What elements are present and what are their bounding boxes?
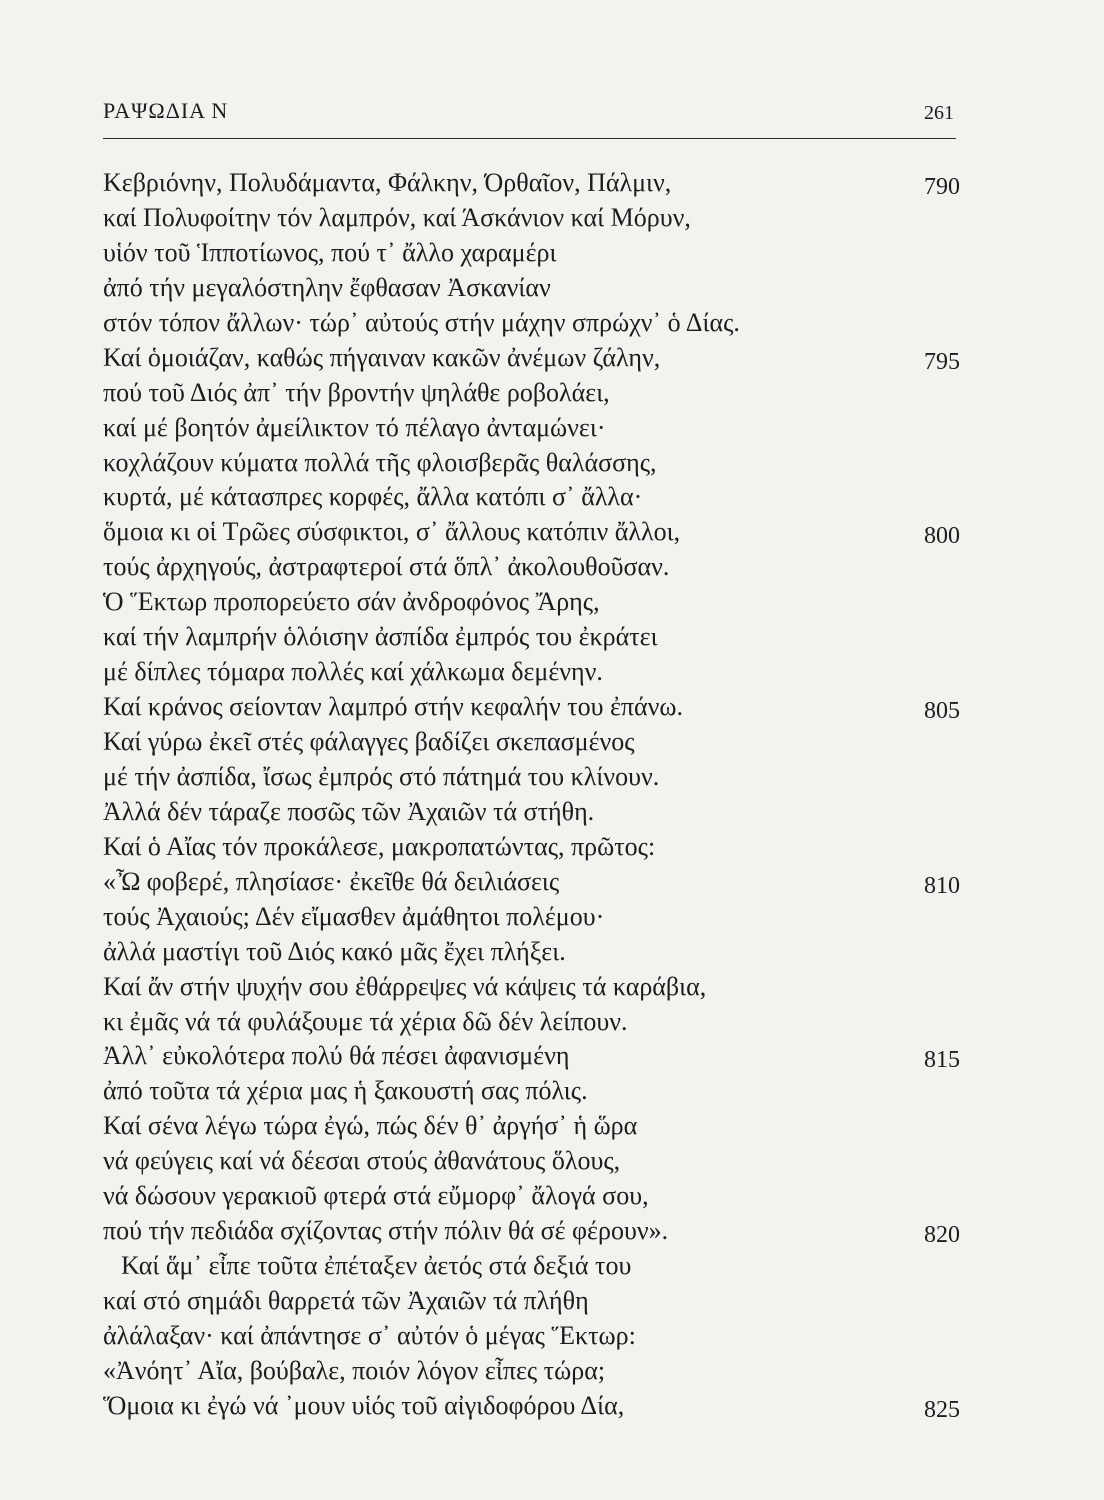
verse-line xyxy=(103,865,963,900)
verse-text: μέ τήν ἀσπίδα, ἴσως ἐμπρός στό πάτημά του κλίνουν. xyxy=(103,761,660,791)
verse-text: μέ δίπλες τόμαρα πολλές καί χάλκωμα δεμένην. xyxy=(103,657,603,687)
line-number: 815 xyxy=(924,1047,960,1074)
verse-line xyxy=(103,690,963,725)
verse-line xyxy=(103,201,963,236)
verse-text: Καί γύρω ἐκεῖ στές φάλαγγες βαδίζει σκεπασμένος xyxy=(103,727,635,756)
verse-text: Καί ὁμοιάζαν, καθώς πήγαιναν κακῶν ἀνέμων ζάλην, xyxy=(103,342,661,372)
verse-line xyxy=(103,341,963,376)
verse-line xyxy=(103,620,963,655)
verse-line xyxy=(103,1179,963,1214)
verse-line xyxy=(103,376,963,411)
verse-text: κι ἐμᾶς νά τά φυλάξουμε τά χέρια δῶ δέν λείπουν. xyxy=(103,1006,628,1036)
verse-text: ὅμοια κι οἱ Τρῶες σύσφικτοι, σ᾽ ἄλλους κατόπιν ἄλλοι, xyxy=(103,517,681,547)
verse-line xyxy=(103,830,963,865)
verse-line xyxy=(103,795,963,830)
verse-text: στόν τόπον ἄλλων· τώρ᾽ αὐτούς στήν μάχην σπρώχν᾽ ὁ Δίας. xyxy=(103,307,740,337)
verse-text: ἀλλά μαστίγι τοῦ Διός κακό μᾶς ἔχει πλήξει. xyxy=(103,936,566,966)
line-number: 795 xyxy=(924,348,960,375)
verse-text: Καί ὁ Αἴας τόν προκάλεσε, μακροπατώντας, πρῶτος: xyxy=(103,831,656,861)
verse-text: πού τοῦ Διός ἀπ᾽ τήν βροντήν ψηλάθε ροβολάει, xyxy=(103,377,610,407)
line-number: 800 xyxy=(924,523,960,550)
verse-line xyxy=(103,236,963,271)
verse-text: Ἀλλ᾽ εὐκολότερα πολύ θά πέσει ἀφανισμένη xyxy=(103,1041,570,1071)
verse-line xyxy=(103,1074,963,1109)
verse-text: Καί ἄν στήν ψυχήν σου ἐθάρρεψες νά κάψεις τά καράβια, xyxy=(103,971,707,1001)
verse-text: καί Πολυφοίτην τόν λαμπρόν, καί Άσκάνιον καί Μόρυν, xyxy=(103,202,691,232)
verse-line xyxy=(103,655,963,690)
verse-text: ἀπό τοῦτα τά χέρια μας ἡ ξακουστή σας πόλις. xyxy=(103,1076,588,1106)
verse-line xyxy=(103,970,963,1005)
line-number: 810 xyxy=(924,872,960,899)
verse-block xyxy=(103,166,963,1424)
verse-line xyxy=(103,1319,963,1354)
verse-line xyxy=(103,166,963,201)
page-number: 261 xyxy=(924,102,954,124)
verse-line xyxy=(103,1005,963,1040)
verse-text: «Ὦ φοβερέ, πλησίασε· ἐκεῖθε θά δειλιάσεις xyxy=(103,866,560,896)
verse-line xyxy=(103,480,963,515)
header-rule xyxy=(103,138,956,139)
line-number: 820 xyxy=(924,1222,960,1249)
verse-line xyxy=(103,550,963,585)
verse-text: τούς ἀρχηγούς, ἀστραφτεροί στά ὅπλ᾽ ἀκολουθοῦσαν. xyxy=(103,552,670,582)
verse-text: τούς Ἀχαιούς; Δέν εἴμασθεν ἀμάθητοι πολέμου· xyxy=(103,901,605,931)
verse-text: Καί σένα λέγω τώρα ἐγώ, πώς δέν θ᾽ ἀργήσ᾽ ἡ ὥρα xyxy=(103,1111,638,1141)
verse-line xyxy=(103,1354,963,1389)
verse-text: νά φεύγεις καί νά δέεσαι στούς ἀθανάτους ὅλους, xyxy=(103,1146,621,1176)
verse-text: ἀλάλαξαν· καί ἀπάντησε σ᾽ αὐτόν ὁ μέγας Ἕκτωρ: xyxy=(103,1320,636,1350)
verse-text: νά δώσουν γερακιοῦ φτερά στά εὔμορφ᾽ ἄλογά σου, xyxy=(103,1181,649,1211)
verse-line xyxy=(103,725,963,760)
verse-text: Κεβριόνην, Πολυδάμαντα, Φάλκην, Όρθαῖον, Πάλμιν, xyxy=(103,168,672,197)
verse-line xyxy=(103,1214,963,1249)
verse-line xyxy=(103,1144,963,1179)
verse-line xyxy=(103,1284,963,1319)
verse-line xyxy=(103,411,963,446)
verse-text: Καί ἅμ᾽ εἶπε τοῦτα ἐπέταξεν ἀετός στά δεξιά του xyxy=(121,1251,632,1281)
verse-text: κοχλάζουν κύματα πολλά τῆς φλοισβερᾶς θαλάσσης, xyxy=(103,447,657,477)
verse-line xyxy=(103,585,963,620)
verse-line xyxy=(103,306,963,341)
verse-text: καί στό σημάδι θαρρετά τῶν Ἀχαιῶν τά πλήθη xyxy=(103,1286,589,1315)
verse-line xyxy=(103,271,963,306)
verse-line xyxy=(103,935,963,970)
verse-line xyxy=(103,1249,963,1284)
running-head: ΡΑΨΩΔΙΑ Ν xyxy=(103,98,229,123)
verse-text: υἱόν τοῦ Ἱπποτίωνος, πού τ᾽ ἄλλο χαραμέρι xyxy=(103,237,557,267)
verse-line xyxy=(103,1109,963,1144)
verse-text: καί μέ βοητόν ἀμείλικτον τό πέλαγο ἀνταμώνει· xyxy=(103,412,606,442)
verse-line xyxy=(103,515,963,550)
verse-line xyxy=(103,760,963,795)
verse-text: ἀπό τήν μεγαλόστηλην ἔφθασαν Ἀσκανίαν xyxy=(103,272,551,302)
verse-text: Ὅμοια κι ἐγώ νά ᾽μουν υἱός τοῦ αἰγιδοφόρου Δία, xyxy=(103,1390,625,1420)
verse-line xyxy=(103,1039,963,1074)
verse-line xyxy=(103,900,963,935)
verse-text: Καί κράνος σείονταν λαμπρό στήν κεφαλήν του ἐπάνω. xyxy=(103,692,684,722)
verse-text: Ὁ Ἕκτωρ προπορεύετο σάν ἀνδροφόνος Ἄρης, xyxy=(103,587,600,617)
line-number: 825 xyxy=(924,1396,960,1423)
line-number: 805 xyxy=(924,698,960,725)
verse-line xyxy=(103,446,963,481)
verse-text: Ἀλλά δέν τάραζε ποσῶς τῶν Ἀχαιῶν τά στήθη. xyxy=(103,796,595,826)
verse-text: καί τήν λαμπρήν ὁλόισην ἀσπίδα ἐμπρός του ἐκράτει xyxy=(103,622,658,652)
verse-text: κυρτά, μέ κάτασπρες κορφές, ἄλλα κατόπι σ᾽ ἄλλα· xyxy=(103,482,643,512)
verse-text: «Ἀνόητ᾽ Αἴα, βούβαλε, ποιόν λόγον εἶπες τώρα; xyxy=(103,1355,606,1385)
verse-text: πού τήν πεδιάδα σχίζοντας στήν πόλιν θά σέ φέρουν». xyxy=(103,1216,669,1246)
verse-line xyxy=(103,1389,963,1424)
line-number: 790 xyxy=(924,174,960,200)
